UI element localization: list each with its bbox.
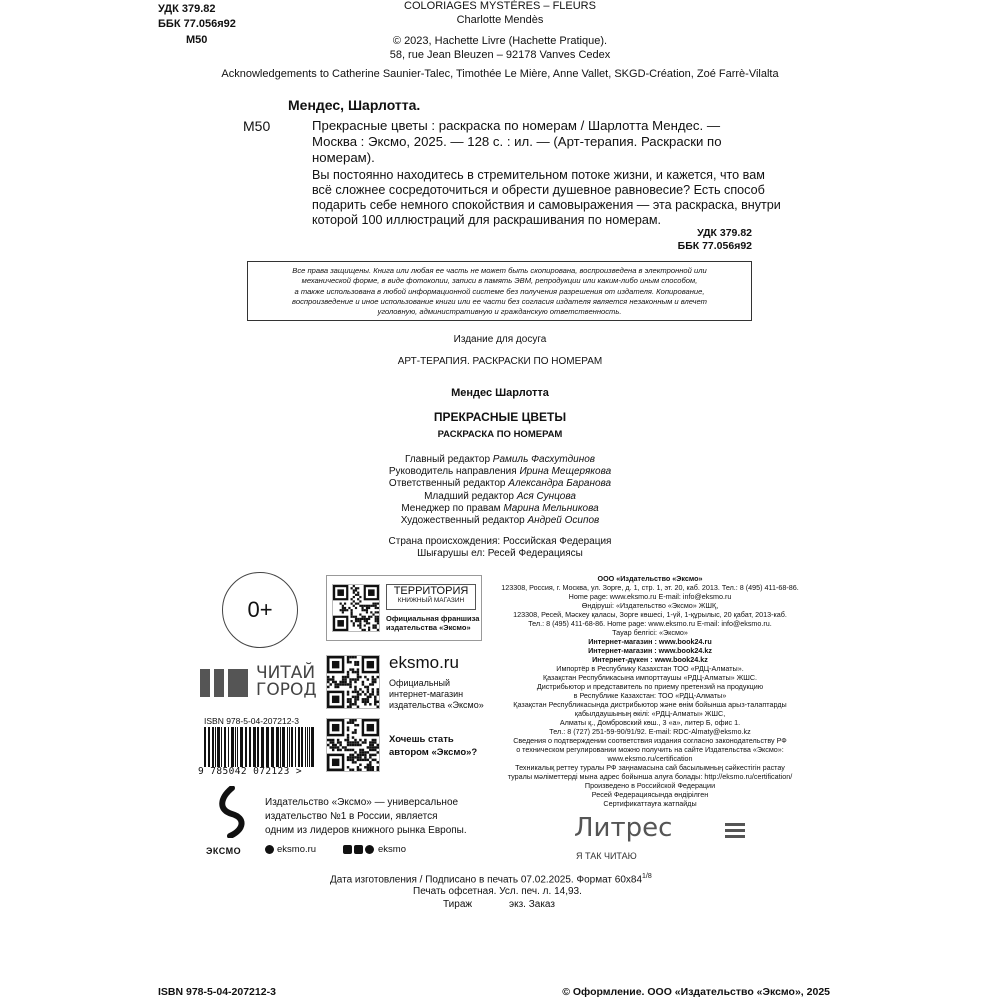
- catalog-desc-line: которой 100 иллюстраций для раскрашивания по номерам.: [312, 213, 662, 227]
- telegram-icon: [365, 845, 374, 854]
- globe-icon: [265, 845, 274, 854]
- catalog-entry-line: номерам).: [312, 150, 375, 165]
- eksmo-shop-caption: [389, 678, 484, 711]
- rights-line: уголовную, административную и гражданскую ответственность.: [377, 307, 622, 317]
- legal-line: қабылдаушының өкілі: «РДЦ-Алматы» ЖШС,: [574, 709, 726, 718]
- credit-role: Художественный редактор: [400, 515, 525, 527]
- print-format: Дата изготовления / Подписано в печать 07.02.2025. Формат 60x84: [330, 874, 643, 886]
- eksmo-shop-domain[interactable]: eksmo.ru: [389, 653, 459, 672]
- legal-line: Тел.: 8 (495) 411-68-86. Home page: www.eksmo.ru E-mail: info@eksmo.ru.: [528, 619, 772, 628]
- catalog-bbk: ББК 77.056я92: [677, 240, 752, 252]
- barcode: [202, 727, 318, 767]
- eksmo-shop-line: издательства «Эксмо»: [389, 700, 484, 710]
- catalog-entry-line: Прекрасные цветы : раскраска по номерам / Шарлотта Мендес. —: [312, 118, 721, 133]
- vk-icon: [343, 845, 352, 854]
- legal-line: Өндіруші: «Издательство «Эксмо» ЖШҚ,: [581, 601, 719, 610]
- territory-qr-code: [332, 584, 380, 632]
- rights-line: механической форме, в виде фотокопии, записи в память ЭВМ, репродукции или каким-либо иным способом,: [301, 276, 698, 286]
- litres-menu-icon: [725, 823, 745, 839]
- credit-name: Рамиль Фасхутдинов: [492, 454, 595, 465]
- ok-icon: [354, 845, 363, 854]
- chitai-logo-line: ГОРОД: [256, 680, 317, 700]
- credit-role: Главный редактор: [404, 454, 490, 465]
- legal-block: [500, 574, 800, 808]
- legal-line: Тауар белгісі: «Эксмо»: [612, 628, 688, 637]
- credit-name: Ася Сунцова: [516, 490, 576, 502]
- publisher-blurb-line: одним из лидеров книжного рынка Европы.: [265, 825, 467, 836]
- catalog-heading: Мендес, Шарлотта.: [288, 97, 421, 113]
- credit-role: Ответственный редактор: [388, 478, 506, 490]
- territory-logo-text: ТЕРРИТОРИЯ: [393, 585, 469, 597]
- credit-role: Младший редактор: [424, 490, 514, 502]
- catalog-entry: [312, 118, 722, 166]
- catalog-entry-line: Москва : Эксмо, 2025. — 128 с. : ил. — (Арт-терапия. Раскраски по: [312, 134, 722, 149]
- chitai-gorod-icon: [198, 667, 250, 697]
- original-author: Charlotte Mendès: [456, 14, 544, 26]
- territory-caption: [386, 614, 479, 632]
- legal-line: туралы мәліметтерді мына адрес бойынша алуға болады: http://eksmo.ru/certification/: [507, 772, 793, 781]
- print-line-2: Печать офсетная. Усл. печ. л. 14,93.: [413, 886, 582, 897]
- author-call-line: автором «Эксмо»?: [389, 747, 478, 758]
- catalog-udk: УДК 379.82: [697, 227, 752, 239]
- publisher-blurb-line: издательство №1 в России, является: [265, 811, 438, 822]
- author-call-qr-code: [326, 718, 380, 772]
- legal-line: Интернет-дүкен : www.book24.kz: [592, 655, 708, 664]
- credit-line: [250, 466, 750, 478]
- original-title: COLORIAGES MYSTÈRES – FLEURS: [404, 0, 596, 12]
- legal-line: Произведено в Российской Федерации: [584, 781, 716, 790]
- catalog-desc-line: всё сложнее сосредоточиться и обрести душевное равновесие? Есть способ: [312, 183, 765, 197]
- legal-line: в Республике Казахстан: ТОО «РДЦ-Алматы»: [573, 691, 727, 700]
- legal-line: Ресей Федерациясында өндірілген: [591, 790, 709, 799]
- series-name: АРТ-ТЕРАПИЯ. РАСКРАСКИ ПО НОМЕРАМ: [397, 356, 603, 367]
- legal-line: Техникалық реттеу туралы РФ заңнамасына сай басылымның сәйкестігін растау: [515, 763, 785, 772]
- print-format-fraction: 1/8: [642, 873, 652, 880]
- legal-line: Алматы қ., Домбровский көш., 3 «а», литер Б, офис 1.: [559, 718, 741, 727]
- legal-line: Сведения о подтверждении соответствия издания согласно законодательству РФ: [513, 736, 787, 745]
- barcode-digits: 9 785042 072123 >: [198, 766, 303, 777]
- edition-author: Мендес Шарлотта: [451, 387, 549, 399]
- social-site-text: eksmo.ru: [277, 844, 317, 855]
- credits: [250, 454, 750, 527]
- acknowledgements: Acknowledgements to Catherine Saunier-Talec, Timothée Le Mière, Anne Vallet, SKGD-Création, Zoé Farrè-Vilalta: [221, 68, 779, 80]
- credit-line: [250, 491, 750, 503]
- territory-caption-line: Официальная франшиза: [386, 614, 480, 623]
- credit-role: Руководитель направления: [388, 466, 517, 478]
- legal-line: ООО «Издательство «Эксмо»: [597, 574, 703, 583]
- edition-title: ПРЕКРАСНЫЕ ЦВЕТЫ: [433, 410, 567, 424]
- territory-caption-line: издательства «Эксмо»: [386, 623, 471, 632]
- legal-line: Интернет-магазин : www.book24.ru: [588, 637, 712, 646]
- chitai-gorod-logo: [256, 665, 317, 699]
- leisure-edition: Издание для досуга: [453, 334, 547, 345]
- catalog-desc-line: Вы постоянно находитесь в стремительном потоке жизни, и кажется, что вам: [312, 168, 765, 182]
- legal-line: Сертификаттауға жатпайды: [603, 799, 697, 808]
- origin-kz: Шығарушы ел: Ресей Федерациясы: [417, 548, 583, 559]
- bbk-top: ББК 77.056я92: [158, 18, 236, 30]
- legal-line: 123308, Россия, г. Москва, ул. Зорге, д. 1, стр. 1, эт. 20, каб. 2013. Тел.: 8 (495) 411-68-86.: [501, 583, 799, 592]
- legal-line: Интернет-магазин : www.book24.kz: [588, 646, 712, 655]
- author-call: [389, 733, 477, 759]
- legal-line: Тел.: 8 (727) 251-59-90/91/92. E-mail: RDC-Almaty@eksmo.kz: [549, 727, 751, 736]
- print-line-1: [330, 873, 652, 885]
- legal-line: 123308, Ресей, Мәскеу қаласы, Зорге көшесі, 1-үй, 1-құрылыс, 20 қабат, 2013-каб.: [513, 610, 787, 619]
- footer-isbn: ISBN 978-5-04-207212-3: [158, 986, 276, 998]
- social-site[interactable]: [265, 844, 316, 855]
- original-copyright: © 2023, Hachette Livre (Hachette Pratique).: [392, 35, 608, 47]
- rights-line: Все права защищены. Книга или любая ее часть не может быть скопирована, воспроизведена в электронной или: [292, 266, 707, 275]
- eksmo-shop-line: Официальный: [389, 678, 451, 688]
- territory-logo-subtext: КНИЖНЫЙ МАГАЗИН: [397, 597, 465, 604]
- credit-line: [250, 503, 750, 515]
- social-handle[interactable]: [343, 844, 406, 855]
- credit-line: [250, 478, 750, 490]
- credit-name: Александра Баранова: [508, 478, 612, 490]
- catalog-description: [312, 168, 781, 228]
- litres-tagline: Я ТАК ЧИТАЮ: [576, 851, 637, 861]
- rights-line: воспроизведение и иное использование книги или ее части без согласия издателя является незаконным и влечет: [292, 296, 707, 306]
- publisher-blurb: [265, 796, 467, 838]
- publisher-blurb-line: Издательство «Эксмо» — универсальное: [265, 797, 459, 808]
- social-handle-text: eksmo: [378, 844, 406, 855]
- udk-top: УДК 379.82: [158, 3, 216, 15]
- credit-line: [250, 454, 750, 466]
- legal-line: о техническом регулировании можно получить на сайте Издательства «Эксмо»:: [516, 745, 784, 754]
- isbn-small: ISBN 978-5-04-207212-3: [204, 716, 299, 726]
- eksmo-shop-qr-code: [326, 655, 380, 709]
- eksmo-logo-icon: [212, 786, 252, 838]
- legal-line: www.eksmo.ru/certification: [607, 754, 693, 763]
- catalog-desc-line: подарить себе немного спокойствия и самовыражения — эта раскраска, внутри: [312, 198, 781, 212]
- print-order-label: экз. Заказ: [509, 899, 555, 910]
- rights-line: а также использована в любой информационной системе без получения разрешения от издателя. Копирование,: [294, 286, 705, 296]
- eksmo-logo-text: ЭКСМО: [206, 846, 242, 856]
- credit-role: Менеджер по правам: [401, 502, 501, 514]
- legal-line: Дистрибьютор и представитель по приему претензий на продукцию: [536, 682, 764, 691]
- credit-line: [250, 515, 750, 527]
- credit-name: Марина Мельникова: [503, 502, 599, 514]
- legal-line: Қазақстан Республикасында дистрибьютор және өнім бойынша арыз-талаптарды: [513, 700, 787, 709]
- catalog-mark: М50: [243, 118, 271, 134]
- print-run-label: Тираж: [443, 899, 473, 910]
- credit-name: Андрей Осипов: [527, 515, 600, 527]
- litres-logo: Литрес: [574, 813, 673, 843]
- eksmo-shop-line: интернет-магазин: [389, 689, 464, 699]
- edition-subtitle: РАСКРАСКА ПО НОМЕРАМ: [437, 429, 563, 440]
- author-call-line: Хочешь стать: [389, 734, 454, 745]
- rights-notice: [247, 261, 752, 321]
- credit-name: Ирина Мещерякова: [519, 466, 612, 478]
- author-mark-top: М50: [186, 34, 208, 46]
- footer-copyright: © Оформление. ООО «Издательство «Эксмо», 2025: [562, 986, 830, 998]
- territory-logo: [386, 584, 476, 610]
- legal-line: Импортёр в Республику Казахстан ТОО «РДЦ-Алматы».: [556, 664, 744, 673]
- original-address: 58, rue Jean Bleuzen – 92178 Vanves Cedex: [389, 49, 611, 61]
- legal-line: Қазақстан Республикасына импорттаушы «РДЦ-Алматы» ЖШС.: [542, 673, 758, 682]
- origin-ru: Страна происхождения: Российская Федерация: [388, 536, 612, 547]
- chitai-logo-line: ЧИТАЙ: [256, 663, 316, 683]
- age-rating-badge: 0+: [222, 572, 298, 648]
- legal-line: Home page: www.eksmo.ru E-mail: info@eksmo.ru: [568, 592, 732, 601]
